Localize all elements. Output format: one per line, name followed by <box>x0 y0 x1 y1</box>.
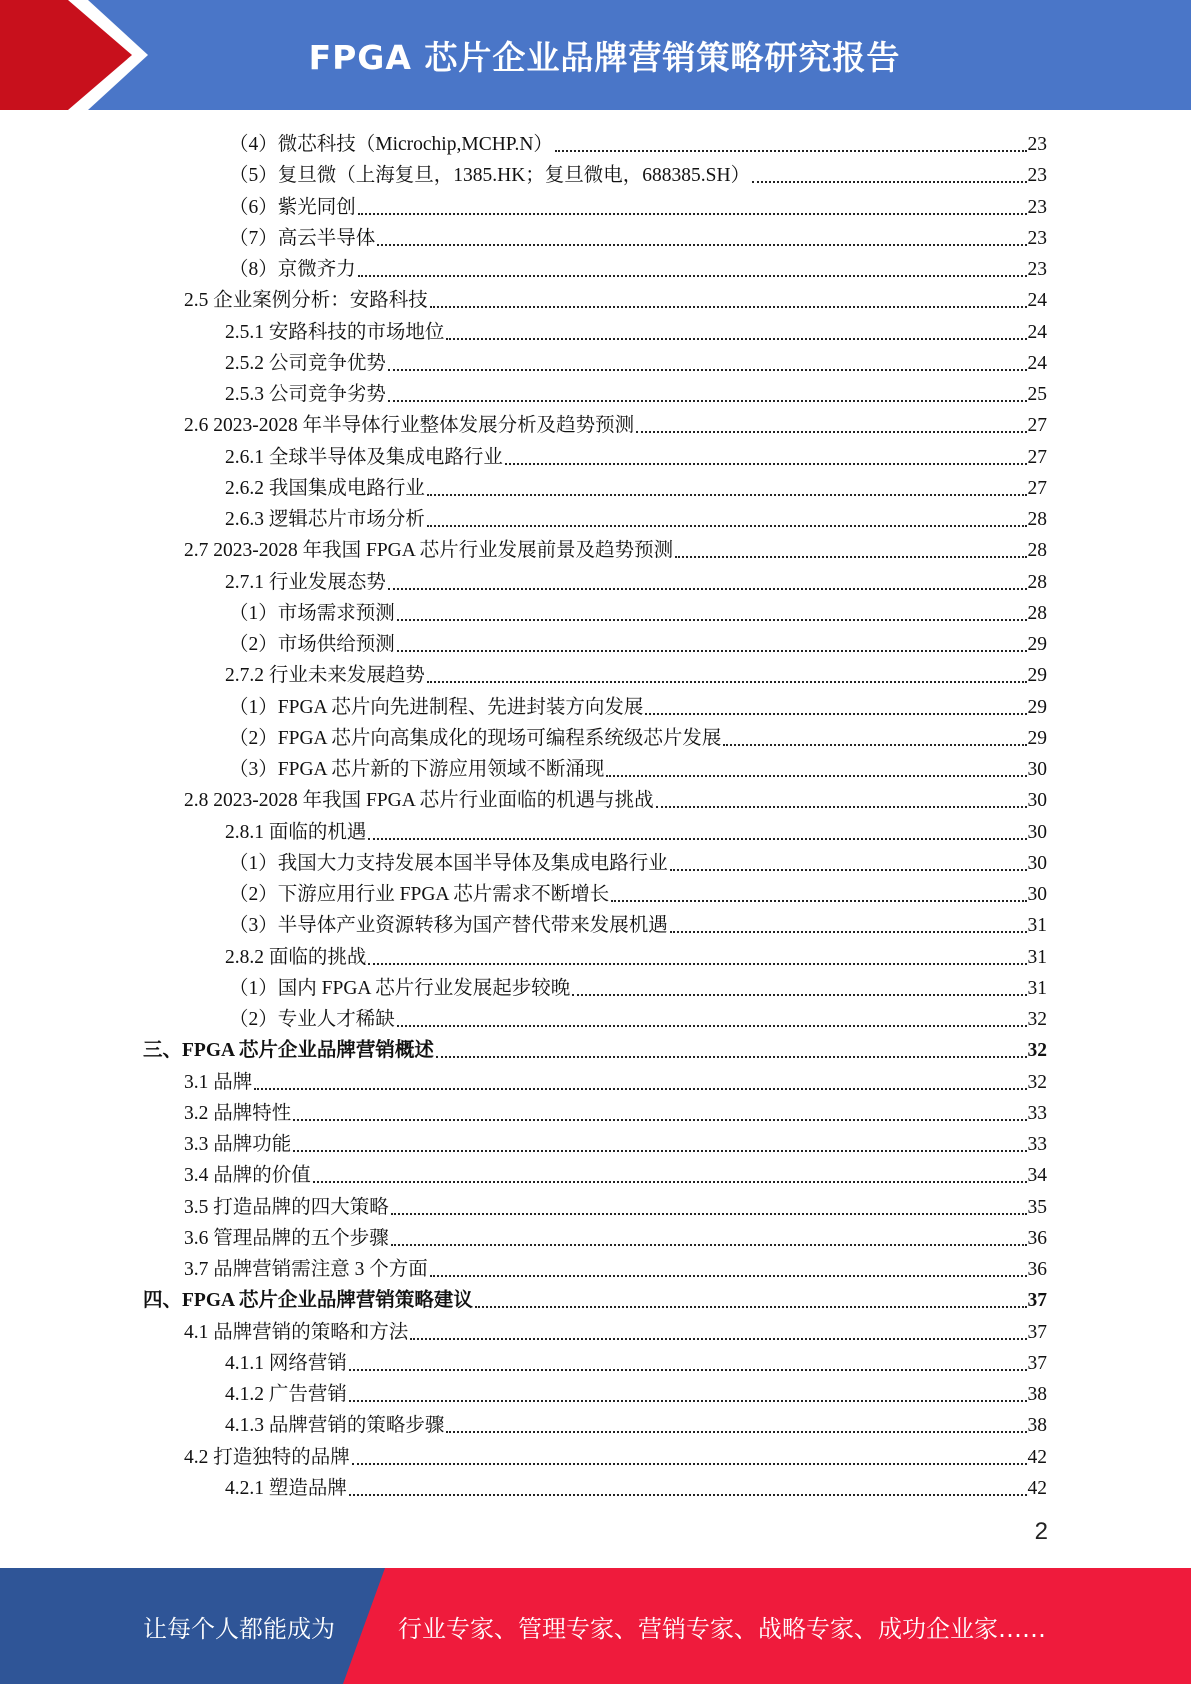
toc-entry-page: 36 <box>1027 1259 1047 1280</box>
toc-entry-label: （4）微芯科技（Microchip,MCHP.N） <box>229 134 553 155</box>
toc-entry-page: 30 <box>1027 790 1047 812</box>
toc-entry-label: 2.6.1 全球半导体及集成电路行业 <box>225 446 503 468</box>
toc-entry-page: 23 <box>1027 196 1047 218</box>
toc-entry-label: （2）市场供给预测 <box>229 634 395 655</box>
toc-entry[interactable] <box>229 970 1047 1001</box>
toc-entry-page: 33 <box>1027 1134 1047 1155</box>
toc-entry-page: 27 <box>1027 415 1047 437</box>
toc-entry[interactable] <box>184 407 1047 438</box>
toc-entry-label: （2）FPGA 芯片向高集成化的现场可编程系统级芯片发展 <box>229 727 722 749</box>
toc-entry[interactable] <box>225 1376 1047 1407</box>
toc-entry-page: 30 <box>1027 759 1047 780</box>
toc-dot-leader <box>430 306 1027 308</box>
toc-entry-page: 23 <box>1027 165 1047 187</box>
toc-entry[interactable] <box>184 1157 1047 1188</box>
toc-entry-label: 2.8 2023-2028 年我国 FPGA 芯片行业面临的机遇与挑战 <box>184 790 654 812</box>
toc-entry[interactable] <box>225 564 1047 595</box>
toc-entry-page: 27 <box>1027 477 1047 499</box>
toc-dot-leader <box>349 1400 1027 1402</box>
footer-banner <box>0 1568 1191 1684</box>
toc-entry-label: 4.2 打造独特的品牌 <box>184 1446 350 1468</box>
toc-entry-page: 37 <box>1027 1352 1047 1374</box>
toc-entry-page: 38 <box>1027 1384 1047 1405</box>
toc-entry-label: （3）半导体产业资源转移为国产替代带来发展机遇 <box>229 915 668 937</box>
toc-dot-leader <box>397 619 1027 621</box>
toc-entry-page: 29 <box>1027 665 1047 687</box>
toc-entry[interactable] <box>225 1470 1047 1501</box>
toc-entry-page: 23 <box>1027 134 1047 155</box>
toc-dot-leader <box>349 1494 1027 1496</box>
toc-entry-label: 3.2 品牌特性 <box>184 1102 292 1124</box>
toc-dot-leader <box>313 1181 1027 1183</box>
toc-dot-leader <box>352 1463 1027 1465</box>
toc-entry[interactable] <box>184 1439 1047 1470</box>
toc-entry-label: 三、FPGA 芯片企业品牌营销概述 <box>143 1040 434 1062</box>
toc-dot-leader <box>388 400 1027 402</box>
toc-entry[interactable] <box>184 282 1047 313</box>
toc-dot-leader <box>675 556 1026 558</box>
toc-entry-label: 4.2.1 塑造品牌 <box>225 1477 347 1499</box>
toc-entry[interactable] <box>229 595 1047 626</box>
toc-dot-leader <box>293 1119 1026 1121</box>
toc-dot-leader <box>670 931 1027 933</box>
toc-entry-label: 3.1 品牌 <box>184 1071 253 1093</box>
toc-dot-leader <box>572 994 1026 996</box>
toc-entry-page: 23 <box>1027 227 1047 249</box>
page-number: 2 <box>1034 1518 1048 1545</box>
toc-dot-leader <box>293 1150 1026 1152</box>
toc-entry-page: 31 <box>1027 946 1047 968</box>
toc-entry[interactable] <box>229 907 1047 938</box>
toc-entry-page: 30 <box>1027 852 1047 874</box>
toc-dot-leader <box>388 369 1027 371</box>
toc-entry-label: （6）紫光同创 <box>229 196 356 218</box>
toc-entry-label: 4.1.1 网络营销 <box>225 1352 347 1374</box>
toc-dot-leader <box>427 681 1027 683</box>
toc-entry-page: 27 <box>1027 446 1047 468</box>
toc-dot-leader <box>430 1275 1027 1277</box>
toc-entry-page: 23 <box>1027 259 1047 280</box>
toc-entry-label: 四、FPGA 芯片企业品牌营销策略建议 <box>143 1290 473 1312</box>
header-banner <box>0 0 1191 110</box>
toc-dot-leader <box>349 1369 1027 1371</box>
toc-entry-page: 30 <box>1027 821 1047 843</box>
toc-entry-label: 4.1 品牌营销的策略和方法 <box>184 1321 409 1343</box>
toc-entry-page: 28 <box>1027 540 1047 562</box>
toc-dot-leader <box>254 1088 1026 1090</box>
toc-entry[interactable] <box>229 751 1047 782</box>
toc-entry[interactable] <box>225 439 1047 470</box>
toc-dot-leader <box>446 338 1026 340</box>
toc-entry[interactable] <box>225 345 1047 376</box>
toc-entry[interactable] <box>184 782 1047 813</box>
toc-entry[interactable] <box>225 814 1047 845</box>
toc-entry-label: 3.3 品牌功能 <box>184 1134 292 1155</box>
toc-dot-leader <box>388 588 1027 590</box>
toc-entry[interactable] <box>225 376 1047 407</box>
toc-entry-page: 30 <box>1027 884 1047 905</box>
toc-entry[interactable] <box>143 1282 1047 1313</box>
toc-entry-page: 32 <box>1027 1071 1047 1093</box>
toc-entry[interactable] <box>229 220 1047 251</box>
toc-dot-leader <box>670 869 1027 871</box>
toc-dot-leader <box>368 838 1026 840</box>
toc-entry[interactable] <box>225 314 1047 345</box>
toc-entry-page: 28 <box>1027 602 1047 624</box>
toc-entry-page: 29 <box>1027 696 1047 718</box>
toc-dot-leader <box>410 1338 1026 1340</box>
footer-slogan-left: 让每个人都能成为 <box>143 1614 335 1643</box>
toc-entry-page: 38 <box>1027 1415 1047 1437</box>
toc-entry-label: 2.7.2 行业未来发展趋势 <box>225 665 425 687</box>
toc-entry[interactable] <box>225 470 1047 501</box>
toc-entry[interactable] <box>229 689 1047 720</box>
toc-dot-leader <box>358 213 1027 215</box>
toc-entry-page: 34 <box>1027 1165 1047 1187</box>
toc-entry-page: 24 <box>1027 290 1047 312</box>
toc-entry-page: 31 <box>1027 977 1047 999</box>
toc-entry-label: 2.7.1 行业发展态势 <box>225 571 386 593</box>
toc-entry[interactable] <box>225 501 1047 532</box>
toc-dot-leader <box>397 650 1027 652</box>
toc-dot-leader <box>475 1306 1027 1308</box>
toc-entry-label: 4.1.3 品牌营销的策略步骤 <box>225 1415 445 1437</box>
toc-entry-page: 29 <box>1027 727 1047 749</box>
toc-entry-label: （1）市场需求预测 <box>229 602 395 624</box>
toc-entry-page: 28 <box>1027 571 1047 593</box>
toc-entry-label: （5）复旦微（上海复旦，1385.HK；复旦微电，688385.SH） <box>229 165 751 187</box>
toc-entry-label: （1）我国大力支持发展本国半导体及集成电路行业 <box>229 852 668 874</box>
toc-dot-leader <box>611 900 1026 902</box>
toc-entry-label: 3.7 品牌营销需注意 3 个方面 <box>184 1259 428 1280</box>
report-title: FPGA 芯片企业品牌营销策略研究报告 <box>308 37 901 77</box>
toc-entry-page: 33 <box>1027 1102 1047 1124</box>
toc-entry[interactable] <box>229 845 1047 876</box>
toc-dot-leader <box>377 244 1026 246</box>
toc-entry[interactable] <box>229 251 1047 282</box>
toc-entry[interactable] <box>184 1251 1047 1282</box>
toc-entry-page: 36 <box>1027 1227 1047 1249</box>
toc-entry-label: （1）FPGA 芯片向先进制程、先进封装方向发展 <box>229 696 644 718</box>
toc-entry[interactable] <box>184 1126 1047 1157</box>
toc-entry-label: 2.6.3 逻辑芯片市场分析 <box>225 509 425 530</box>
toc-entry-label: 2.8.2 面临的挑战 <box>225 946 367 968</box>
toc-entry[interactable] <box>225 1345 1047 1376</box>
toc-dot-leader <box>391 1244 1027 1246</box>
toc-dot-leader <box>505 463 1027 465</box>
toc-entry[interactable] <box>225 657 1047 688</box>
toc-dot-leader <box>427 494 1027 496</box>
toc-entry[interactable] <box>229 720 1047 751</box>
toc-entry-page: 24 <box>1027 321 1047 343</box>
toc-entry[interactable] <box>225 939 1047 970</box>
toc-entry-label: 3.6 管理品牌的五个步骤 <box>184 1227 389 1249</box>
toc-entry[interactable] <box>229 876 1047 907</box>
toc-entry-page: 42 <box>1027 1446 1047 1468</box>
toc-entry-label: （2）下游应用行业 FPGA 芯片需求不断增长 <box>229 884 610 905</box>
toc-entry-label: （3）FPGA 芯片新的下游应用领域不断涌现 <box>229 759 605 780</box>
toc-dot-leader <box>723 744 1026 746</box>
toc-dot-leader <box>645 713 1026 715</box>
toc-dot-leader <box>358 275 1027 277</box>
toc-dot-leader <box>752 181 1026 183</box>
toc-dot-leader <box>636 431 1026 433</box>
toc-entry[interactable] <box>184 1220 1047 1251</box>
toc-entry-label: 2.7 2023-2028 年我国 FPGA 芯片行业发展前景及趋势预测 <box>184 540 674 562</box>
toc-dot-leader <box>446 1431 1026 1433</box>
toc-entry-page: 37 <box>1027 1290 1047 1312</box>
toc-entry-page: 31 <box>1027 915 1047 937</box>
toc-entry-label: （7）高云半导体 <box>229 227 376 249</box>
toc-entry[interactable] <box>184 532 1047 563</box>
toc-entry-page: 42 <box>1027 1477 1047 1499</box>
toc-entry-page: 32 <box>1027 1040 1047 1062</box>
toc-dot-leader <box>436 1056 1027 1058</box>
toc-entry[interactable] <box>229 626 1047 657</box>
toc-entry-page: 35 <box>1027 1196 1047 1218</box>
toc-entry-label: 3.5 打造品牌的四大策略 <box>184 1196 389 1218</box>
toc-entry-page: 29 <box>1027 634 1047 655</box>
toc-dot-leader <box>606 775 1026 777</box>
toc-entry[interactable] <box>229 157 1047 188</box>
toc-entry-page: 37 <box>1027 1321 1047 1343</box>
toc-dot-leader <box>427 525 1027 527</box>
toc-entry[interactable] <box>184 1064 1047 1095</box>
toc-entry-page: 32 <box>1027 1009 1047 1030</box>
toc-entry-label: 3.4 品牌的价值 <box>184 1165 311 1187</box>
toc-entry-label: （2）专业人才稀缺 <box>229 1009 395 1030</box>
toc-entry-label: 4.1.2 广告营销 <box>225 1384 347 1405</box>
toc-entry-label: 2.5.1 安路科技的市场地位 <box>225 321 445 343</box>
toc-entry-label: 2.5 企业案例分析：安路科技 <box>184 290 428 312</box>
toc-entry[interactable] <box>143 1032 1047 1063</box>
toc-entry-label: 2.8.1 面临的机遇 <box>225 821 367 843</box>
toc-dot-leader <box>397 1025 1027 1027</box>
toc-entry[interactable] <box>229 1001 1047 1032</box>
toc-entry-label: 2.5.2 公司竞争优势 <box>225 352 386 374</box>
toc-entry[interactable] <box>229 189 1047 220</box>
toc-entry[interactable] <box>225 1407 1047 1438</box>
toc-entry[interactable] <box>184 1314 1047 1345</box>
toc-dot-leader <box>391 1213 1027 1215</box>
toc-entry-page: 28 <box>1027 509 1047 530</box>
toc-dot-leader <box>656 806 1027 808</box>
toc-entry[interactable] <box>184 1095 1047 1126</box>
toc-entry-label: 2.6 2023-2028 年半导体行业整体发展分析及趋势预测 <box>184 415 635 437</box>
toc-entry-label: （8）京微齐力 <box>229 259 356 280</box>
toc-entry-page: 24 <box>1027 352 1047 374</box>
toc-entry-label: （1）国内 FPGA 芯片行业发展起步较晚 <box>229 977 571 999</box>
toc-entry-page: 25 <box>1027 384 1047 405</box>
toc-dot-leader <box>368 963 1026 965</box>
toc-entry-label: 2.5.3 公司竞争劣势 <box>225 384 386 405</box>
toc-dot-leader <box>555 150 1027 152</box>
toc-entry[interactable] <box>229 126 1047 157</box>
toc-entry[interactable] <box>184 1189 1047 1220</box>
footer-slogan-right: 行业专家、管理专家、营销专家、战略专家、成功企业家…… <box>398 1614 1046 1643</box>
toc-entry-label: 2.6.2 我国集成电路行业 <box>225 477 425 499</box>
